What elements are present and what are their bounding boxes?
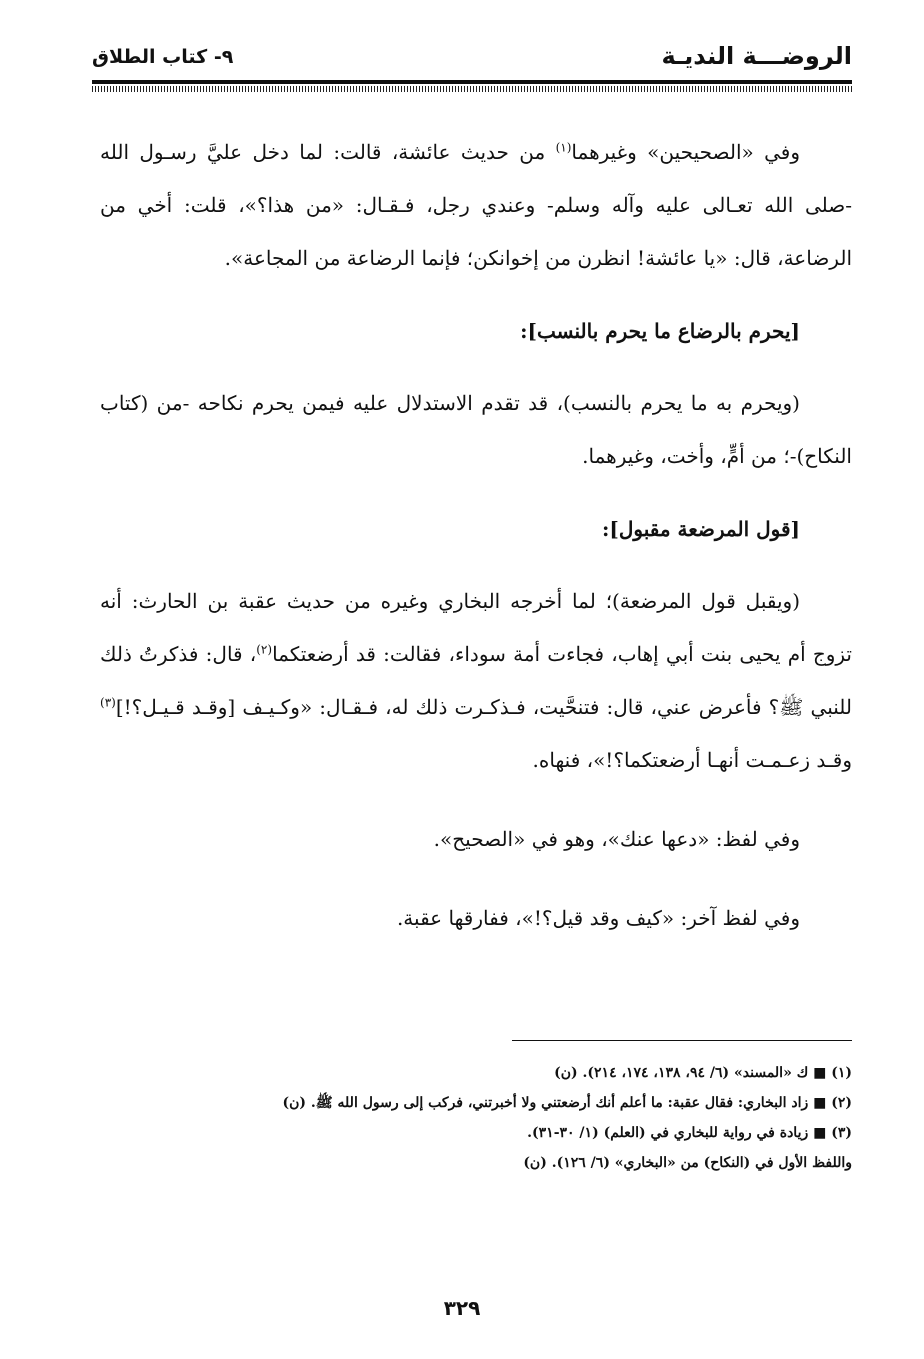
- header-rule: [92, 80, 852, 84]
- header-hatch-rule: [92, 86, 852, 92]
- footnote-3-continuation: واللفظ الأول في (النكاح) من «البخاري» (٦/ ١٢٦). (ن): [523, 1155, 852, 1171]
- section-heading-1: [يحرم بالرضاع ما يحرم بالنسب]:: [520, 319, 800, 343]
- paragraph-1-text-a: وفي «الصحيحين» وغيرهما: [571, 140, 801, 164]
- paragraph-2: (ويحرم به ما يحرم بالنسب)، قد تقدم الاستدلال عليه فيمن يحرم نكاحه -من (كتاب النكاح)-؛ من أمٍّ، وأخت، وغيرهما.: [100, 391, 852, 468]
- paragraph-3-text-c: وقـد زعـمـت أنهـا أرضعتكما؟!»، فنهاه.: [532, 748, 852, 772]
- paragraph-3: [100, 575, 852, 787]
- footnote-1: (١) ■ ك «المسند» (٦/ ٩٤، ١٣٨، ١٧٤، ٢١٤). (ن): [554, 1065, 852, 1081]
- footnote-3: (٣) ■ زيادة في رواية للبخاري في (العلم) (١/ ٣٠-٣١).: [527, 1125, 852, 1141]
- paragraph-3-text-a: (ويقبل قول المرضعة)؛ لما أخرجه البخاري وغيره من حديث عقبة بن الحارث: أنه تزوج أم يحيى بنت أبي إهاب، فجاءت أمة سوداء، فقالت: قد أرضعتكما: [100, 589, 852, 666]
- main-text: [100, 126, 852, 945]
- footnote-ref-2: (٢): [256, 642, 273, 657]
- paragraph-1-text-b: من حديث عائشة، قالت: لما دخل عليَّ رسـول الله -صلى الله تعـالى عليه وآله وسلم- وعندي رجل، فـقـال: «من هذا؟»، قلت: أخي من الرضاعة، قال: «يا عائشة! انظرن من إخوانكن؛ فإنما الرضاعة من المجاعة».: [100, 140, 852, 270]
- paragraph-4: وفي لفظ: «دعها عنك»، وهو في «الصحيح».: [433, 827, 800, 851]
- chapter-title: ٩- كتاب الطلاق: [92, 46, 234, 68]
- book-title: الروضـــة النديـة: [661, 42, 852, 70]
- footnote-separator: [512, 1040, 852, 1041]
- footnotes: [92, 1058, 852, 1178]
- running-header: [92, 40, 852, 94]
- spacer: [100, 866, 852, 892]
- page-number: ٣٢٩: [443, 1296, 481, 1320]
- paragraph-3-text-b: ، قال: فذكرتُ ذلك للنبي ﷺ؟ فأعرض عني، قال: فتنحَّيت، فـذكـرت ذلك له، فـقـال: «وكـيـف [وقـد قـيـل؟!]: [100, 642, 852, 719]
- footnote-2: (٢) ■ زاد البخاري: فقال عقبة: ما أعلم أنك أرضعتني ولا أخبرتني، فركب إلى رسول الله ﷺ. (ن): [282, 1095, 852, 1111]
- paragraph-5: وفي لفظ آخر: «كيف وقد قيل؟!»، ففارقها عقبة.: [396, 906, 800, 930]
- section-heading-2: [قول المرضعة مقبول]:: [602, 517, 800, 541]
- spacer: [100, 787, 852, 813]
- paragraph-1: [100, 126, 852, 285]
- footnote-ref-1: (١): [555, 140, 572, 155]
- footnote-ref-3: (٣): [100, 695, 116, 710]
